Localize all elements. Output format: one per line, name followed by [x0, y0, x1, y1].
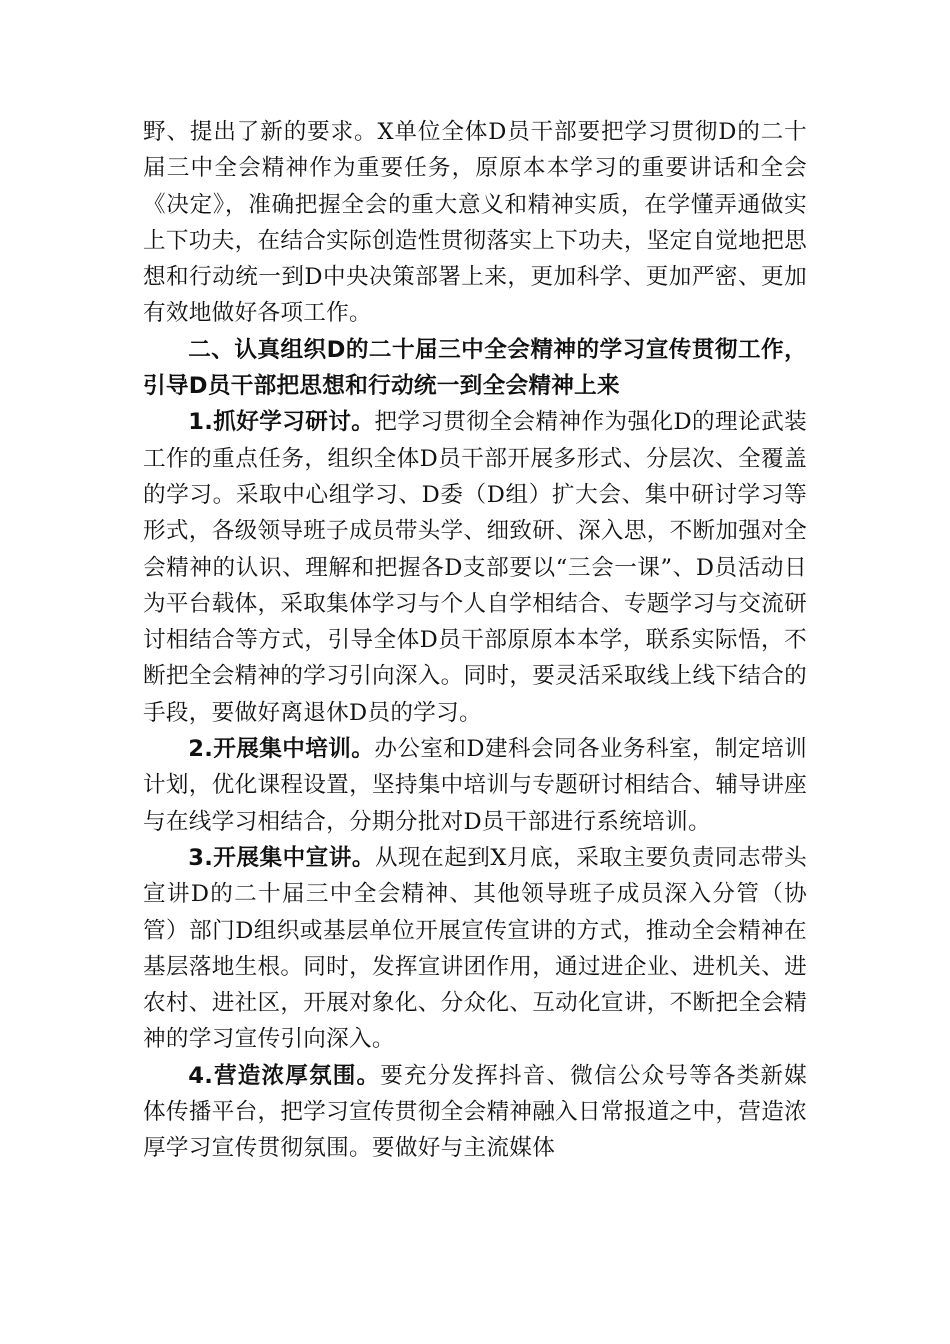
list-item — [143, 404, 807, 731]
list-item — [143, 840, 807, 1058]
document-page — [143, 114, 807, 1167]
list-item — [143, 1058, 807, 1167]
item-body: 办公室和D建科会同各业务科室，制定培训计划，优化课程设置，坚持集中培训与专题研讨相结合、辅导讲座与在线学习相结合，分期分批对D员干部进行系统培训。 — [143, 736, 807, 835]
item-title: 4.营造浓厚氛围。 — [188, 1062, 381, 1089]
item-body: 把学习贯彻全会精神作为强化D的理论武装工作的重点任务，组织全体D员干部开展多形式、分层次、全覆盖的学习。采取中心组学习、D委（D组）扩大会、集中研讨学习等形式，各级领导班子成员带头学、细致研、深入思，不断加强对全会精神的认识、理解和把握各D支部要以“三会一课”、D员活动日为平台载体，采取集体学习与个人自学相结合、专题学习与交流研讨相结合等方式，引导全体D员干部原原本本学，联系实际悟，不断把全会精神的学习引向深入。同时，要灵活采取线上线下结合的手段，要做好离退休D员的学习。 — [143, 409, 807, 726]
intro-paragraph: 野、提出了新的要求。X单位全体D员干部要把学习贯彻D的二十届三中全会精神作为重要任务，原原本本学习的重要讲话和全会《决定》，准确把握全会的重大意义和精神实质，在学懂弄通做实上下功夫，在结合实际创造性贯彻落实上下功夫，坚定自觉地把思想和行动统一到D中央决策部署上来，更加科学、更加严密、更加有效地做好各项工作。 — [143, 119, 807, 327]
item-title: 2.开展集中培训。 — [188, 736, 375, 763]
item-title: 1.抓好学习研讨。 — [188, 409, 375, 436]
section-heading: 二、认真组织D的二十届三中全会精神的学习宣传贯彻工作，引导D员干部把思想和行动统一到全会精神上来 — [143, 336, 807, 400]
item-body: 从现在起到X月底，采取主要负责同志带头宣讲D的二十届三中全会精神、其他领导班子成员深入分管（协管）部门D组织或基层单位开展宣传宣讲的方式，推动全会精神在基层落地生根。同时，发挥宣讲团作用，通过进企业、进机关、进农村、进社区，开展对象化、分众化、互动化宣讲，不断把全会精神的学习宣传引向深入。 — [143, 844, 807, 1053]
list-item — [143, 731, 807, 840]
item-body: 要充分发挥抖音、微信公众号等各类新媒体传播平台，把学习宣传贯彻全会精神融入日常报道之中，营造浓厚学习宣传贯彻氛围。要做好与主流媒体 — [143, 1062, 807, 1162]
item-title: 3.开展集中宣讲。 — [188, 844, 375, 871]
